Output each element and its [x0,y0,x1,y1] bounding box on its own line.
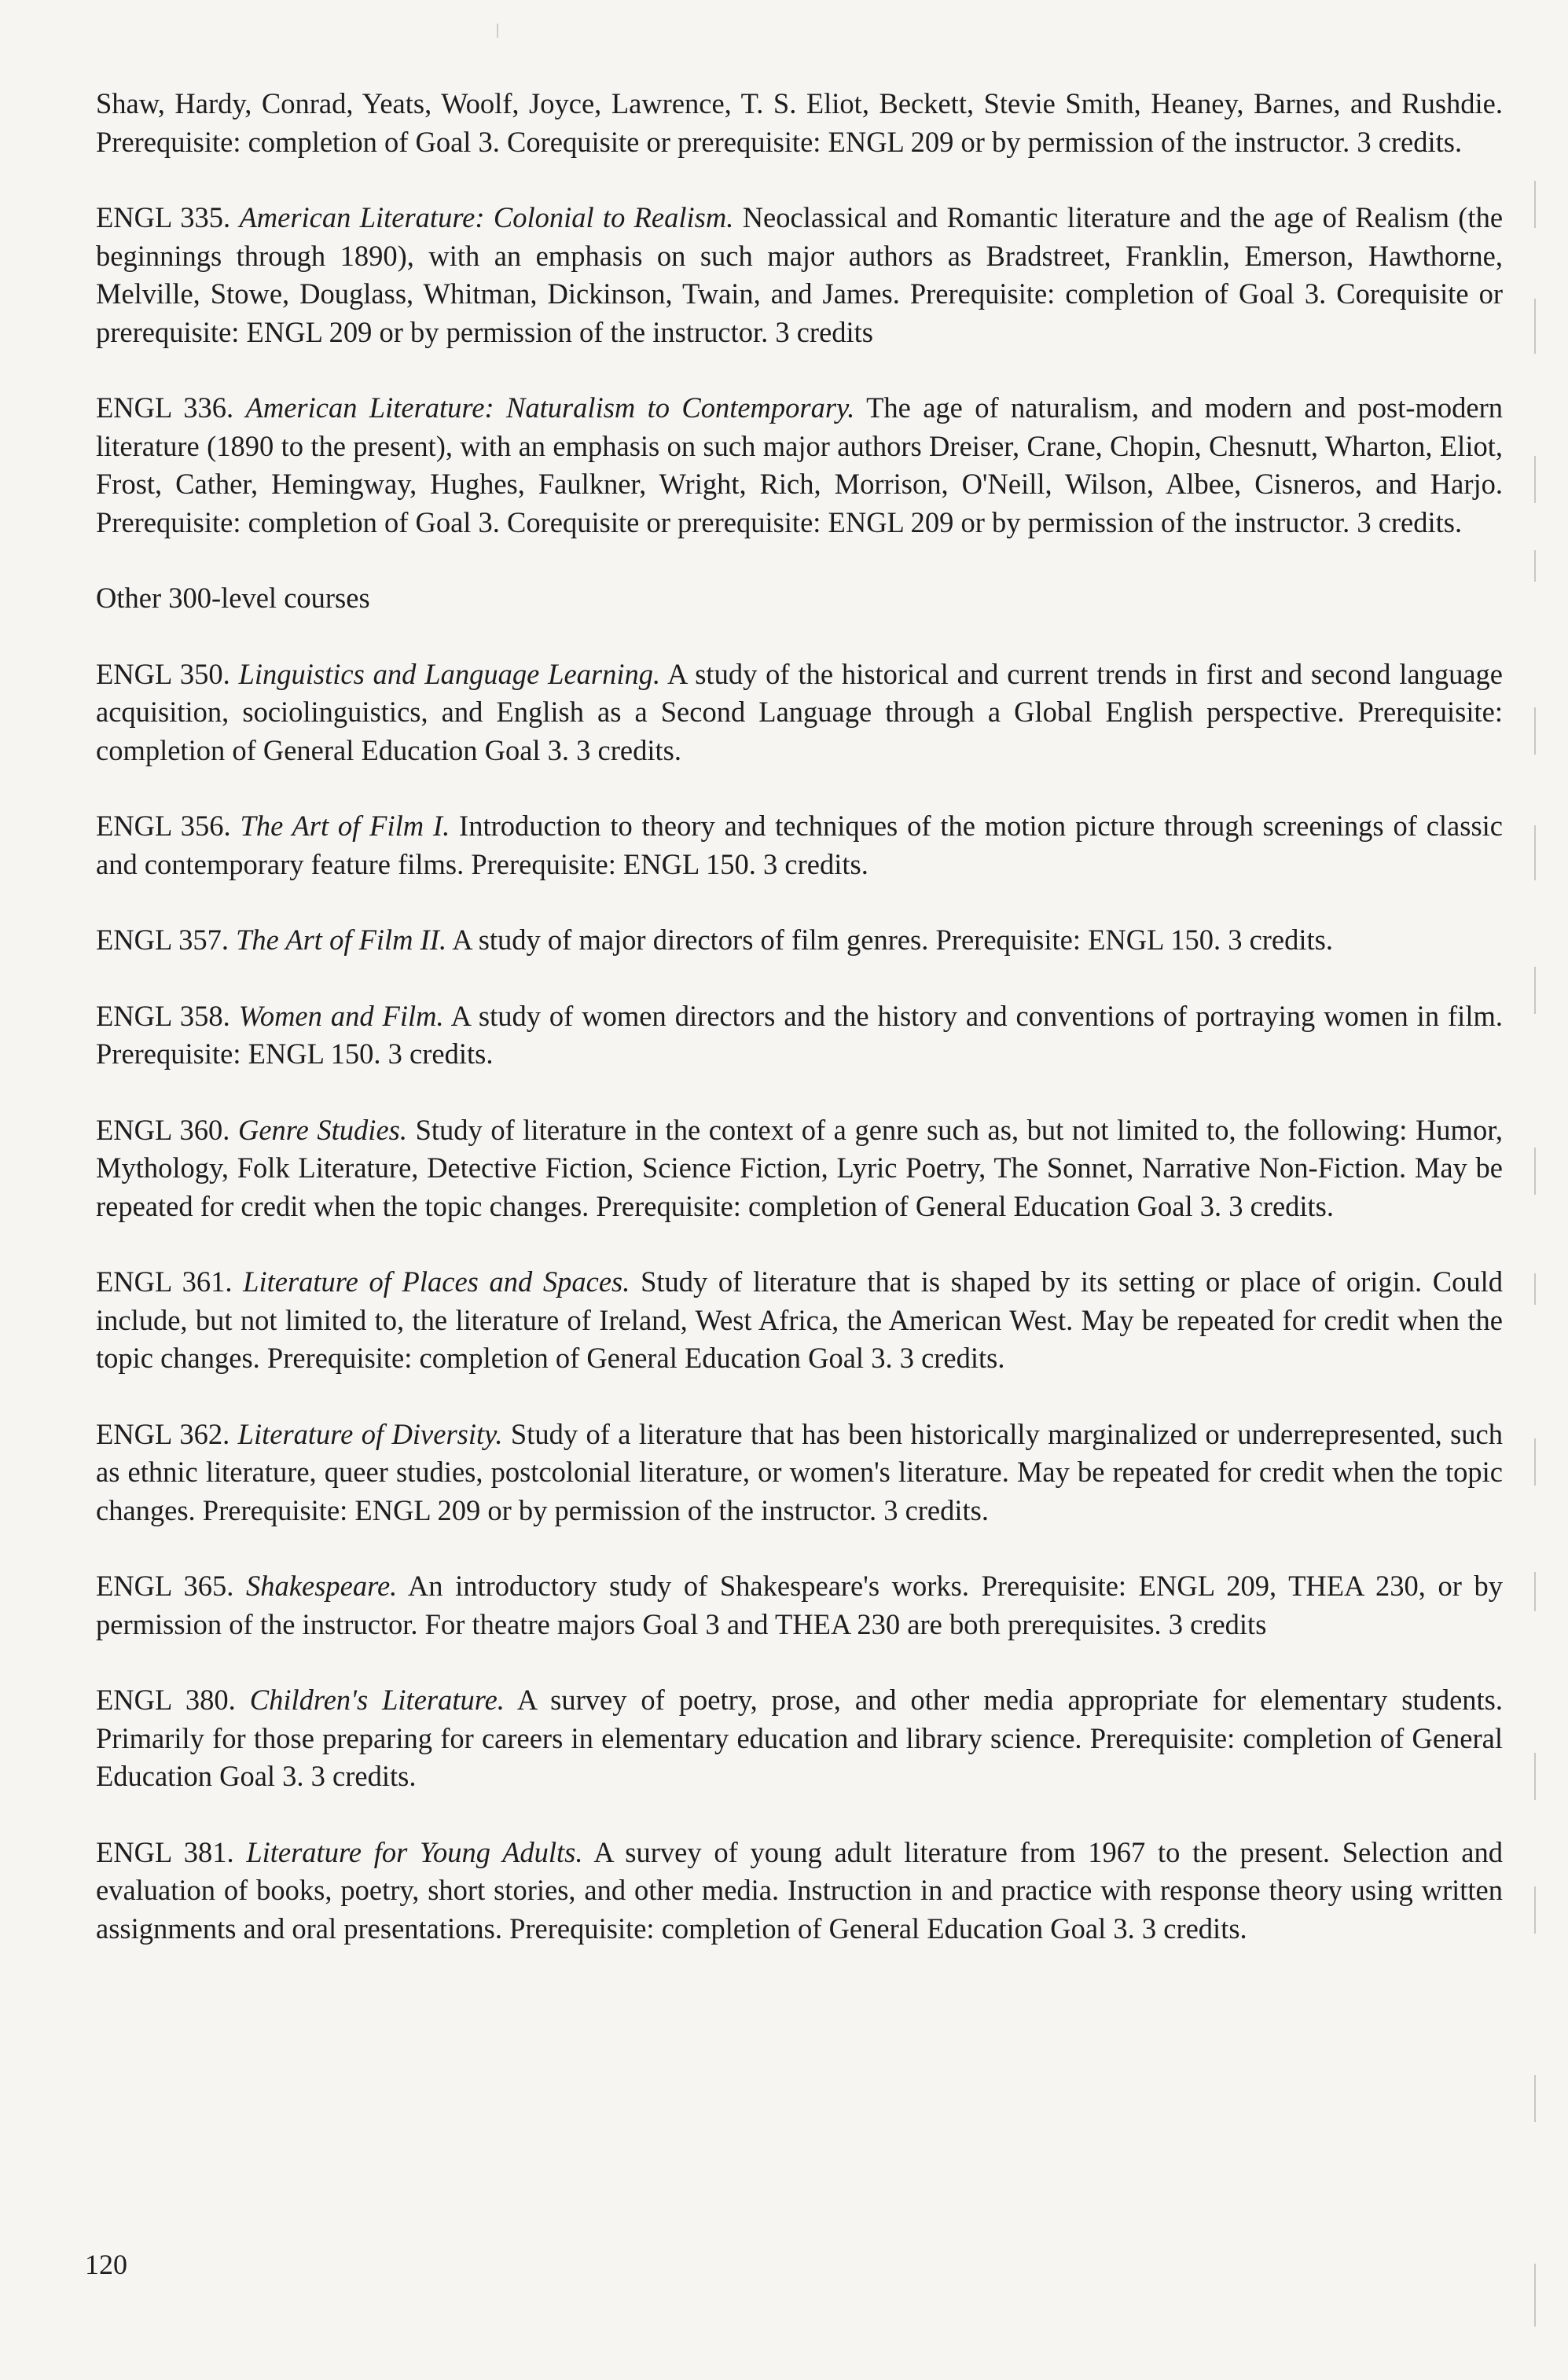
course-title: Literature of Places and Spaces. [243,1265,630,1298]
course-code: ENGL 357. [96,924,229,956]
course-code: ENGL 380. [96,1684,236,1716]
course-entry [96,1834,1503,1948]
american-literature-courses [96,199,1503,542]
course-description: Study of literature in the context of a genre such as, but not limited to, the following: Humor, Mythology, Folk Literature, Detective Fiction, Science Fiction, Lyric Poetry, The Sonnet, Narrative Non-Fiction. May be repeated for credit when the topic changes. Prerequisite: completion of General Education Goal 3. 3 credits. [96,1113,1504,1222]
course-title: The Art of Film II. [236,924,447,956]
course-entry [96,199,1503,351]
course-code: ENGL 381. [96,1835,234,1868]
course-title: Linguistics and Language Learning. [238,657,661,690]
edge-mark [1534,1572,1536,1611]
course-code: ENGL 336. [96,391,234,424]
course-title: Genre Studies. [237,1113,407,1146]
course-description: Introduction to theory and techniques of the motion picture through screenings of classic and contemporary feature films. Prerequisite: ENGL 150. 3 credits. [96,810,1503,880]
course-description: The age of naturalism, and modern and post-modern literature (1890 to the present), with an emphasis on such major authors Dreiser, Crane, Chopin, Chesnutt, Wharton, Eliot, Frost, Cather, Hemingway, Hughes, Faulkner, Wright, Rich, Morrison, O'Neill, Wilson, Albee, Cisneros, and Harjo. Prerequisite: completion of Goal 3. Corequisite or prerequisite: ENGL 209 or by permission of the instructor. 3 credits. [96,391,1503,538]
course-entry [96,807,1503,883]
edge-mark [1534,550,1536,582]
course-description: Study of a literature that has been historically marginalized or underrepresented, such as ethnic literature, queer studies, postcolonial literature, or women's literature. May be repeated for credit when the topic changes. Prerequisite: ENGL 209 or by permission of the instructor. 3 credits. [96,1417,1504,1526]
course-description: An introductory study of Shakespeare's works. Prerequisite: ENGL 209, THEA 230, or by permission of the instructor. For theatre majors Goal 3 and THEA 230 are both prerequisites. 3 credits [96,1570,1503,1640]
course-entry [96,1567,1503,1644]
course-description: Neoclassical and Romantic literature and the age of Realism (the beginnings through 1890), with an emphasis on such major authors as Bradstreet, Franklin, Emerson, Hawthorne, Melville, Stowe, Douglass, Whitman, Dickinson, Twain, and James. Prerequisite: completion of Goal 3. Corequisite or prerequisite: ENGL 209 or by permission of the instructor. 3 credits [96,201,1504,348]
edge-mark [1534,2075,1536,2122]
edge-mark [1534,1753,1536,1800]
other-300-level-courses [96,656,1503,1948]
course-entry [96,1263,1503,1378]
course-code: ENGL 335. [96,201,231,233]
continuation-paragraph: Shaw, Hardy, Conrad, Yeats, Woolf, Joyce, Lawrence, T. S. Eliot, Beckett, Stevie Smith, Heaney, Barnes, and Rushdie. Prerequisite: completion of Goal 3. Corequisite or prerequisite: ENGL 209 or by permission of the instructor. 3 credits. [96,87,1503,158]
edge-mark [1534,825,1536,880]
course-code: ENGL 350. [96,657,230,690]
edge-mark [1534,1148,1536,1195]
course-description: A survey of young adult literature from 1967 to the present. Selection and evaluation of books, poetry, short stories, and other media. Instruction in and practice with response theory using written assignments and oral presentations. Prerequisite: completion of General Education Goal 3. 3 credits. [96,1835,1503,1945]
edge-mark [1534,2264,1536,2327]
edge-mark [1534,1886,1536,1934]
course-title: Women and Film. [238,999,444,1032]
course-description: A study of major directors of film genres. Prerequisite: ENGL 150. 3 credits. [452,924,1333,956]
course-title: American Literature: Naturalism to Contemporary. [245,391,855,424]
scan-mark [497,24,498,38]
course-title: American Literature: Colonial to Realism. [239,201,734,233]
course-entry [96,389,1503,542]
edge-mark [1534,456,1536,503]
section-heading: Other 300-level courses [96,582,370,614]
course-title: Children's Literature. [249,1684,505,1716]
course-entry [96,1416,1503,1530]
course-description: A study of women directors and the history and conventions of portraying women in film. Prerequisite: ENGL 150. 3 credits. [96,999,1503,1070]
course-entry [96,997,1503,1074]
course-description: Study of literature that is shaped by its setting or place of origin. Could include, but not limited to, the literature of Ireland, West Africa, the American West. May be repeated for credit when the topic changes. Prerequisite: completion of General Education Goal 3. 3 credits. [96,1265,1504,1374]
course-title: Literature for Young Adults. [246,1835,583,1868]
course-description: A study of the historical and current trends in first and second language acquisition, sociolinguistics, and English as a Second Language through a Global English perspective. Prerequisite: completion of General Education Goal 3. 3 credits. [96,657,1503,766]
course-entry [96,1681,1503,1796]
course-code: ENGL 361. [96,1265,233,1298]
edge-mark [1534,707,1536,755]
course-code: ENGL 356. [96,810,231,842]
course-entry [96,1111,1503,1226]
edge-mark [1534,181,1536,228]
course-title: Shakespeare. [246,1570,398,1602]
course-code: ENGL 362. [96,1417,230,1450]
edge-mark [1534,299,1536,354]
course-title: The Art of Film I. [240,810,450,842]
course-title: Literature of Diversity. [237,1417,503,1450]
page-number: 120 [85,2249,127,2280]
course-entry [96,921,1503,960]
course-description: A survey of poetry, prose, and other media appropriate for elementary students. Primarily for those preparing for careers in elementary education and library science. Prerequisite: completion of General Education Goal 3. 3 credits. [96,1684,1503,1792]
edge-mark [1534,967,1536,1014]
course-entry [96,656,1503,770]
course-code: ENGL 360. [96,1113,230,1146]
catalog-page [96,85,1503,1985]
course-code: ENGL 365. [96,1570,234,1602]
edge-mark [1534,1438,1536,1486]
course-code: ENGL 358. [96,999,230,1032]
edge-mark [1534,1273,1536,1305]
